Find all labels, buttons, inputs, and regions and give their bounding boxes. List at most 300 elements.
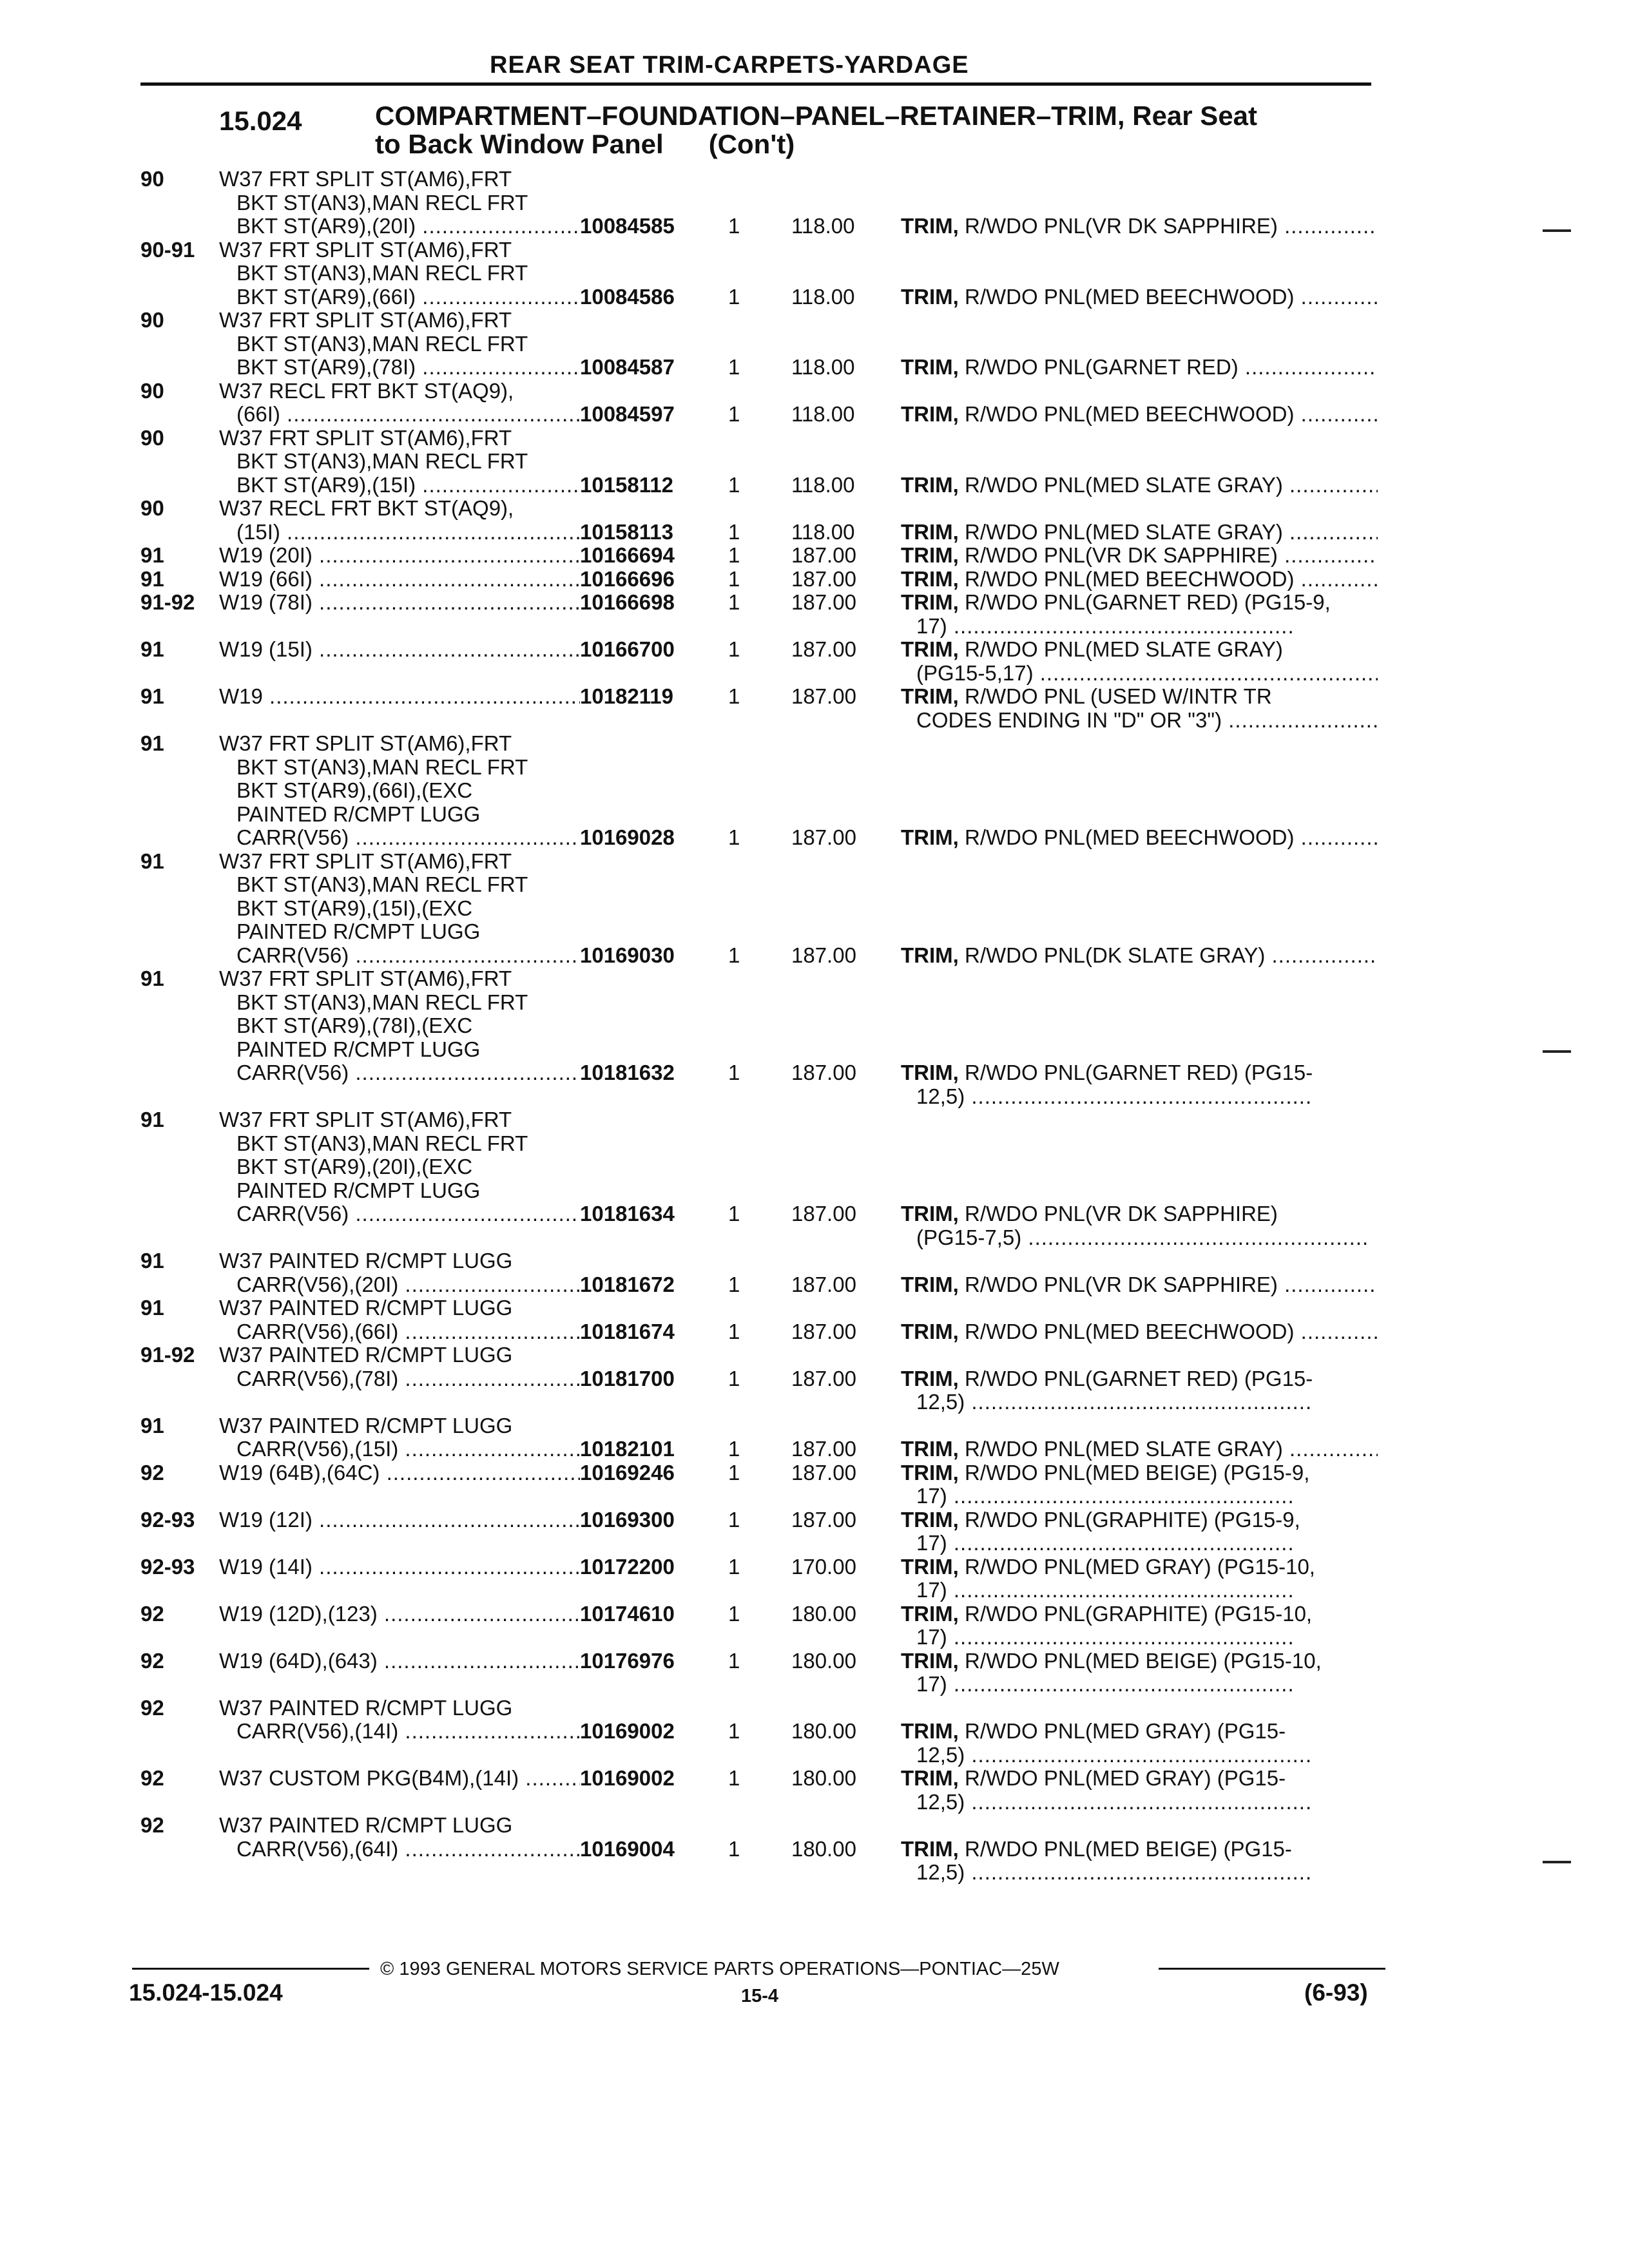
- part-number: 10169246: [580, 1460, 675, 1485]
- part-name-line: [901, 1437, 1378, 1461]
- part-name-text: R/WDO PNL(GARNET RED): [965, 356, 1239, 379]
- part-name-text: (PG15-7,5): [916, 1225, 1022, 1249]
- usage-description-line: W37 PAINTED R/CMPT LUGG: [219, 1696, 513, 1720]
- part-name-line: [901, 826, 1378, 850]
- part-name-prefix: TRIM,: [901, 215, 959, 238]
- part-entry: [0, 1602, 1629, 1649]
- usage-description: [219, 591, 580, 615]
- usage-description-line: BKT ST(AN3),MAN RECL FRT: [236, 332, 528, 356]
- model-year: 91: [140, 684, 164, 708]
- part-entry: [0, 427, 1629, 497]
- part-number: 10166696: [580, 566, 675, 591]
- usage-description-line: W37 CUSTOM PKG(B4M),(14I) .....: [219, 1767, 580, 1791]
- quantity: 1: [728, 1061, 740, 1084]
- part-name-prefix: TRIM,: [901, 356, 959, 379]
- usage-description: [219, 1555, 580, 1579]
- part-name-text: R/WDO PNL(MED SLATE GRAY): [965, 520, 1283, 544]
- model-year: 90: [140, 496, 164, 520]
- usage-description-line: W37 FRT SPLIT ST(AM6),FRT: [219, 732, 512, 755]
- part-entry: [0, 1343, 1629, 1414]
- usage-description-line: CARR(V56) .....: [219, 1202, 580, 1226]
- section-title-line-2: to Back Window Panel (Con't): [375, 129, 795, 159]
- part-entry: [0, 1108, 1629, 1249]
- quantity: 1: [728, 566, 740, 591]
- price: 187.00: [791, 590, 856, 614]
- usage-description-line: BKT ST(AR9),(78I),(EXC: [236, 1014, 473, 1037]
- part-name-prefix: TRIM,: [901, 1461, 959, 1485]
- section-title-line-1: COMPARTMENT–FOUNDATION–PANEL–RETAINER–TRIM, Rear Seat: [375, 101, 1258, 131]
- part-name: [901, 1202, 1378, 1249]
- part-number: 10166694: [580, 543, 675, 567]
- usage-description-line: BKT ST(AR9),(78I) .....: [219, 356, 580, 380]
- part-name-line: [901, 1273, 1378, 1297]
- usage-description-line: CARR(V56),(78I) .....: [219, 1367, 580, 1391]
- part-name-prefix: TRIM,: [901, 1273, 959, 1296]
- part-number: 10169004: [580, 1836, 675, 1861]
- part-name-line: [901, 685, 1378, 709]
- part-number: 10169030: [580, 943, 675, 967]
- part-name-prefix: TRIM,: [901, 1367, 959, 1390]
- price: 187.00: [791, 1319, 856, 1343]
- part-name: [901, 521, 1378, 544]
- quantity: 1: [728, 1507, 740, 1532]
- quantity: 1: [728, 637, 740, 661]
- usage-description: [219, 238, 580, 309]
- price: 118.00: [791, 355, 855, 379]
- part-name-line: [901, 1861, 1378, 1885]
- part-name-prefix: TRIM,: [901, 1602, 959, 1626]
- model-year: 91: [140, 731, 164, 755]
- section-title: [375, 102, 1257, 159]
- model-year: 92: [140, 1813, 164, 1837]
- usage-description-line: BKT ST(AN3),MAN RECL FRT: [236, 450, 528, 473]
- price: 118.00: [791, 519, 855, 544]
- part-name-text: R/WDO PNL(MED BEIGE) (PG15-10,: [965, 1649, 1322, 1673]
- part-entry: [0, 168, 1629, 238]
- part-name: [901, 1461, 1378, 1508]
- usage-description: [219, 1508, 580, 1532]
- part-number: 10169002: [580, 1719, 675, 1743]
- model-year: 91-92: [140, 1343, 195, 1367]
- part-number: 10181674: [580, 1319, 675, 1343]
- part-name-line: [901, 1838, 1378, 1861]
- usage-description-line: CARR(V56),(64I) .....: [219, 1838, 580, 1861]
- part-name: [901, 1767, 1378, 1814]
- usage-description: [219, 850, 580, 968]
- part-number: 10182119: [580, 684, 674, 708]
- part-name-text: R/WDO PNL(GRAPHITE) (PG15-10,: [965, 1602, 1313, 1626]
- quantity: 1: [728, 825, 740, 849]
- part-name-line: [901, 662, 1378, 686]
- quantity: 1: [728, 1437, 740, 1461]
- part-name-prefix: TRIM,: [901, 544, 959, 567]
- page-number: 15-4: [741, 1986, 779, 2006]
- price: 170.00: [791, 1554, 856, 1579]
- part-entry: [0, 638, 1629, 685]
- section-number: 15.024: [219, 106, 302, 136]
- model-year: 92: [140, 1601, 164, 1626]
- usage-description-line: CARR(V56) .....: [219, 826, 580, 850]
- model-year: 92-93: [140, 1554, 195, 1579]
- part-entry: [0, 1814, 1629, 1885]
- revision-date: (6-93): [1304, 1979, 1368, 2006]
- part-name-line: [901, 1555, 1378, 1579]
- part-entry: [0, 1461, 1629, 1508]
- part-name-line: [901, 521, 1378, 544]
- part-number: 10182101: [580, 1437, 675, 1461]
- part-name: [901, 285, 1378, 309]
- price: 187.00: [791, 684, 856, 708]
- part-name-line: [901, 1508, 1378, 1532]
- part-name-prefix: TRIM,: [901, 403, 959, 426]
- usage-description-line: CARR(V56),(20I) .....: [219, 1273, 580, 1297]
- part-name-text: R/WDO PNL(DK SLATE GRAY): [965, 943, 1266, 967]
- usage-description: [219, 1696, 580, 1744]
- part-name-prefix: TRIM,: [901, 1508, 959, 1532]
- usage-description-line: BKT ST(AN3),MAN RECL FRT: [236, 1131, 528, 1155]
- part-number: 10169028: [580, 825, 675, 849]
- copyright-text: © 1993 GENERAL MOTORS SERVICE PARTS OPERATIONS—PONTIAC—25W: [380, 1959, 1059, 1979]
- part-entry: [0, 732, 1629, 850]
- usage-description: [219, 1249, 580, 1296]
- usage-description: [219, 1414, 580, 1461]
- part-name-line: [901, 1367, 1378, 1391]
- part-name-prefix: TRIM,: [901, 567, 959, 591]
- part-name-text: 12,5): [916, 1743, 965, 1767]
- quantity: 1: [728, 1719, 740, 1743]
- model-year: 92: [140, 1766, 164, 1790]
- part-name-line: [901, 615, 1378, 639]
- usage-description-line: BKT ST(AR9),(66I) .....: [219, 285, 580, 309]
- price: 180.00: [791, 1601, 856, 1626]
- part-name: [901, 1508, 1378, 1555]
- usage-description-line: W37 PAINTED R/CMPT LUGG: [219, 1296, 513, 1320]
- price: 187.00: [791, 1507, 856, 1532]
- part-name-text: R/WDO PNL(GRAPHITE) (PG15-9,: [965, 1508, 1300, 1532]
- part-name-line: [901, 403, 1378, 427]
- model-year: 91: [140, 966, 164, 990]
- part-name-prefix: TRIM,: [901, 1202, 959, 1225]
- usage-description-line: W37 FRT SPLIT ST(AM6),FRT: [219, 309, 512, 332]
- usage-description-line: W19 (66I) .....: [219, 568, 580, 591]
- part-name-line: [901, 1579, 1378, 1602]
- usage-description-line: W37 FRT SPLIT ST(AM6),FRT: [219, 849, 512, 873]
- part-name-line: [901, 215, 1378, 238]
- part-name-text: R/WDO PNL(MED BEECHWOOD): [965, 403, 1295, 426]
- part-number: 10172200: [580, 1554, 675, 1579]
- quantity: 1: [728, 943, 740, 967]
- part-entry: [0, 1414, 1629, 1461]
- model-year: 91-92: [140, 590, 195, 614]
- part-name-line: [901, 1626, 1378, 1649]
- part-entry: [0, 309, 1629, 380]
- usage-description-line: BKT ST(AR9),(15I) .....: [219, 474, 580, 497]
- quantity: 1: [728, 1554, 740, 1579]
- usage-description-line: BKT ST(AR9),(20I),(EXC: [236, 1155, 473, 1178]
- part-name-text: R/WDO PNL(GARNET RED) (PG15-9,: [965, 591, 1331, 614]
- part-number: 10084587: [580, 355, 675, 379]
- part-name-text: 17): [916, 1673, 947, 1696]
- part-number: 10181700: [580, 1366, 675, 1390]
- usage-description-line: CARR(V56),(15I) .....: [219, 1437, 580, 1461]
- usage-description-line: W19 (12I) .....: [219, 1508, 580, 1532]
- part-name: [901, 591, 1378, 638]
- usage-description-line: W19 (20I) .....: [219, 544, 580, 568]
- part-name-text: R/WDO PNL (USED W/INTR TR: [965, 685, 1272, 708]
- usage-description-line: W37 FRT SPLIT ST(AM6),FRT: [219, 967, 512, 990]
- part-name-text: (PG15-5,17): [916, 661, 1034, 685]
- part-name-text: R/WDO PNL(MED BEECHWOOD): [965, 567, 1295, 591]
- usage-description-line: (15I) .....: [219, 521, 580, 544]
- part-name-prefix: TRIM,: [901, 285, 959, 309]
- margin-tick-mark: [1543, 1050, 1571, 1053]
- usage-description-line: BKT ST(AR9),(66I),(EXC: [236, 779, 473, 802]
- part-number: 10181634: [580, 1202, 675, 1225]
- part-name: [901, 638, 1378, 685]
- quantity: 1: [728, 1648, 740, 1673]
- model-year: 92-93: [140, 1507, 195, 1532]
- part-name: [901, 1367, 1378, 1414]
- part-name-text: 17): [916, 1579, 947, 1602]
- part-name-prefix: TRIM,: [901, 1649, 959, 1673]
- usage-description-line: CARR(V56),(14I) .....: [219, 1720, 580, 1744]
- part-name-line: [901, 1602, 1378, 1626]
- quantity: 1: [728, 1836, 740, 1861]
- usage-description-line: CARR(V56),(66I) .....: [219, 1320, 580, 1344]
- part-name-line: [901, 1532, 1378, 1555]
- part-number: 10158113: [580, 519, 674, 544]
- usage-description-line: W19 .....: [219, 685, 580, 709]
- usage-description-line: W19 (64D),(643) .....: [219, 1649, 580, 1673]
- part-name-line: [901, 1767, 1378, 1791]
- part-name-prefix: TRIM,: [901, 1720, 959, 1743]
- part-name-prefix: TRIM,: [901, 685, 959, 708]
- model-year: 91: [140, 637, 164, 661]
- price: 187.00: [791, 637, 856, 661]
- part-name-prefix: TRIM,: [901, 1555, 959, 1579]
- usage-description-line: W37 PAINTED R/CMPT LUGG: [219, 1343, 513, 1367]
- part-name-text: 17): [916, 1532, 947, 1555]
- part-name-text: 12,5): [916, 1084, 965, 1108]
- usage-description: [219, 1296, 580, 1343]
- model-year: 91: [140, 1108, 164, 1131]
- usage-description-line: W37 FRT SPLIT ST(AM6),FRT: [219, 1108, 512, 1131]
- part-name-line: [901, 1202, 1378, 1226]
- part-name-text: 17): [916, 1485, 947, 1508]
- quantity: 1: [728, 590, 740, 614]
- quantity: 1: [728, 1766, 740, 1790]
- part-name-line: [901, 591, 1378, 615]
- usage-description: [219, 1343, 580, 1390]
- part-name-prefix: TRIM,: [901, 520, 959, 544]
- part-name: [901, 1437, 1378, 1461]
- model-year: 91: [140, 849, 164, 873]
- usage-description-line: W37 PAINTED R/CMPT LUGG: [219, 1814, 513, 1837]
- part-name-line: [901, 1320, 1378, 1344]
- part-name-line: [901, 1744, 1378, 1767]
- part-name-text: R/WDO PNL(VR DK SAPPHIRE): [965, 544, 1278, 567]
- model-year: 92: [140, 1648, 164, 1673]
- usage-description-line: W37 PAINTED R/CMPT LUGG: [219, 1414, 513, 1437]
- usage-description-line: BKT ST(AN3),MAN RECL FRT: [236, 755, 528, 779]
- part-entry: [0, 591, 1629, 638]
- part-name-prefix: TRIM,: [901, 1767, 959, 1790]
- part-entry: [0, 1767, 1629, 1814]
- part-name-text: R/WDO PNL(GARNET RED) (PG15-: [965, 1367, 1313, 1390]
- part-name: [901, 568, 1378, 591]
- usage-description: [219, 168, 580, 238]
- usage-description-line: PAINTED R/CMPT LUGG: [236, 1178, 481, 1202]
- part-name: [901, 215, 1378, 238]
- part-name-line: [901, 285, 1378, 309]
- part-name-line: [901, 356, 1378, 380]
- usage-description-line: PAINTED R/CMPT LUGG: [236, 1037, 481, 1061]
- part-name-text: R/WDO PNL(MED SLATE GRAY): [965, 638, 1283, 661]
- part-name: [901, 1649, 1378, 1696]
- part-name: [901, 1720, 1378, 1767]
- part-name-line: [901, 1461, 1378, 1485]
- usage-description-line: W37 FRT SPLIT ST(AM6),FRT: [219, 426, 512, 450]
- quantity: 1: [728, 1366, 740, 1390]
- margin-tick-mark: [1543, 1861, 1571, 1863]
- part-entry: [0, 544, 1629, 568]
- model-year: 90: [140, 308, 164, 332]
- part-name-text: R/WDO PNL(MED BEECHWOOD): [965, 1320, 1295, 1343]
- part-entry: [0, 1296, 1629, 1343]
- quantity: 1: [728, 1202, 740, 1225]
- model-year: 91: [140, 1296, 164, 1320]
- part-name-line: [901, 1720, 1378, 1744]
- usage-description: [219, 1767, 580, 1791]
- usage-description-line: BKT ST(AR9),(15I),(EXC: [236, 896, 473, 920]
- price: 187.00: [791, 566, 856, 591]
- part-name-line: [901, 474, 1378, 497]
- part-name-line: [901, 1791, 1378, 1814]
- usage-description-line: W19 (15I) .....: [219, 638, 580, 662]
- usage-description-line: CARR(V56) .....: [219, 1061, 580, 1085]
- part-name: [901, 356, 1378, 380]
- page-range: 15.024-15.024: [129, 1979, 283, 2006]
- usage-description-line: BKT ST(AN3),MAN RECL FRT: [236, 990, 528, 1014]
- part-number: 10181672: [580, 1272, 675, 1296]
- part-entry: [0, 685, 1629, 732]
- part-name: [901, 1555, 1378, 1602]
- part-name-text: R/WDO PNL(MED BEECHWOOD): [965, 826, 1295, 849]
- part-name-line: [901, 1061, 1378, 1085]
- price: 118.00: [791, 472, 855, 497]
- quantity: 1: [728, 355, 740, 379]
- part-entry: [0, 238, 1629, 309]
- price: 187.00: [791, 1061, 856, 1084]
- part-name-line: [901, 1226, 1378, 1250]
- part-number: 10176976: [580, 1648, 675, 1673]
- usage-description: [219, 544, 580, 568]
- part-name-line: [901, 1390, 1378, 1414]
- footer-rule-left: [132, 1968, 369, 1970]
- part-name-text: 12,5): [916, 1790, 965, 1814]
- usage-description-line: W19 (14I) .....: [219, 1555, 580, 1579]
- usage-description-line: W37 RECL FRT BKT ST(AQ9),: [219, 497, 514, 520]
- part-name-line: [901, 1673, 1378, 1696]
- price: 180.00: [791, 1719, 856, 1743]
- usage-description-line: CARR(V56) .....: [219, 944, 580, 968]
- quantity: 1: [728, 519, 740, 544]
- usage-description-line: BKT ST(AN3),MAN RECL FRT: [236, 262, 528, 285]
- part-name-text: R/WDO PNL(VR DK SAPPHIRE): [965, 1202, 1278, 1225]
- quantity: 1: [728, 284, 740, 309]
- usage-description-line: (66I) .....: [219, 403, 580, 427]
- part-name: [901, 944, 1378, 968]
- usage-description-line: W37 RECL FRT BKT ST(AQ9),: [219, 379, 514, 403]
- model-year: 90: [140, 167, 164, 191]
- part-entry: [0, 568, 1629, 591]
- part-name-text: R/WDO PNL(MED BEIGE) (PG15-9,: [965, 1461, 1310, 1485]
- footer-rule-right: [1159, 1968, 1385, 1970]
- part-name-text: R/WDO PNL(MED SLATE GRAY): [965, 473, 1283, 497]
- usage-description: [219, 309, 580, 380]
- usage-description-line: W37 FRT SPLIT ST(AM6),FRT: [219, 168, 512, 191]
- part-name-line: [901, 709, 1378, 733]
- part-entry: [0, 497, 1629, 544]
- price: 187.00: [791, 1437, 856, 1461]
- part-name-text: 17): [916, 1626, 947, 1649]
- part-name-text: R/WDO PNL(MED SLATE GRAY): [965, 1437, 1283, 1461]
- part-name-text: R/WDO PNL(VR DK SAPPHIRE): [965, 215, 1278, 238]
- part-name: [901, 1838, 1378, 1885]
- part-name-prefix: TRIM,: [901, 1320, 959, 1343]
- part-entry: [0, 1696, 1629, 1767]
- part-name-text: R/WDO PNL(MED BEECHWOOD): [965, 285, 1295, 309]
- part-number: 10181632: [580, 1061, 675, 1084]
- part-name-text: 17): [916, 614, 947, 638]
- usage-description: [219, 380, 580, 427]
- part-entry: [0, 1249, 1629, 1296]
- usage-description: [219, 1461, 580, 1485]
- usage-description-line: BKT ST(AR9),(20I) .....: [219, 215, 580, 238]
- part-name-line: [901, 1649, 1378, 1673]
- usage-description: [219, 1602, 580, 1626]
- part-name-prefix: TRIM,: [901, 1837, 959, 1861]
- part-name-text: R/WDO PNL(MED BEIGE) (PG15-: [965, 1837, 1292, 1861]
- quantity: 1: [728, 1601, 740, 1626]
- model-year: 90: [140, 425, 164, 450]
- price: 118.00: [791, 402, 855, 426]
- part-name-prefix: TRIM,: [901, 826, 959, 849]
- model-year: 92: [140, 1695, 164, 1720]
- part-name: [901, 826, 1378, 850]
- usage-description-line: W19 (64B),(64C) .....: [219, 1461, 580, 1485]
- price: 187.00: [791, 1272, 856, 1296]
- usage-description-line: W19 (12D),(123) .....: [219, 1602, 580, 1626]
- price: 118.00: [791, 214, 855, 238]
- model-year: 91: [140, 543, 164, 567]
- usage-description: [219, 685, 580, 709]
- part-name: [901, 1273, 1378, 1297]
- part-name-text: 12,5): [916, 1390, 965, 1414]
- page-header-title: REAR SEAT TRIM-CARPETS-YARDAGE: [490, 52, 969, 79]
- price: 180.00: [791, 1766, 856, 1790]
- usage-description: [219, 568, 580, 591]
- part-entry: [0, 967, 1629, 1108]
- quantity: 1: [728, 1272, 740, 1296]
- part-name-prefix: TRIM,: [901, 638, 959, 661]
- usage-description-line: W37 PAINTED R/CMPT LUGG: [219, 1249, 513, 1273]
- part-name-prefix: TRIM,: [901, 1437, 959, 1461]
- usage-description: [219, 1649, 580, 1673]
- margin-tick-mark: [1543, 229, 1571, 232]
- part-number: 10158112: [580, 472, 674, 497]
- part-name-text: CODES ENDING IN "D" OR "3"): [916, 708, 1222, 732]
